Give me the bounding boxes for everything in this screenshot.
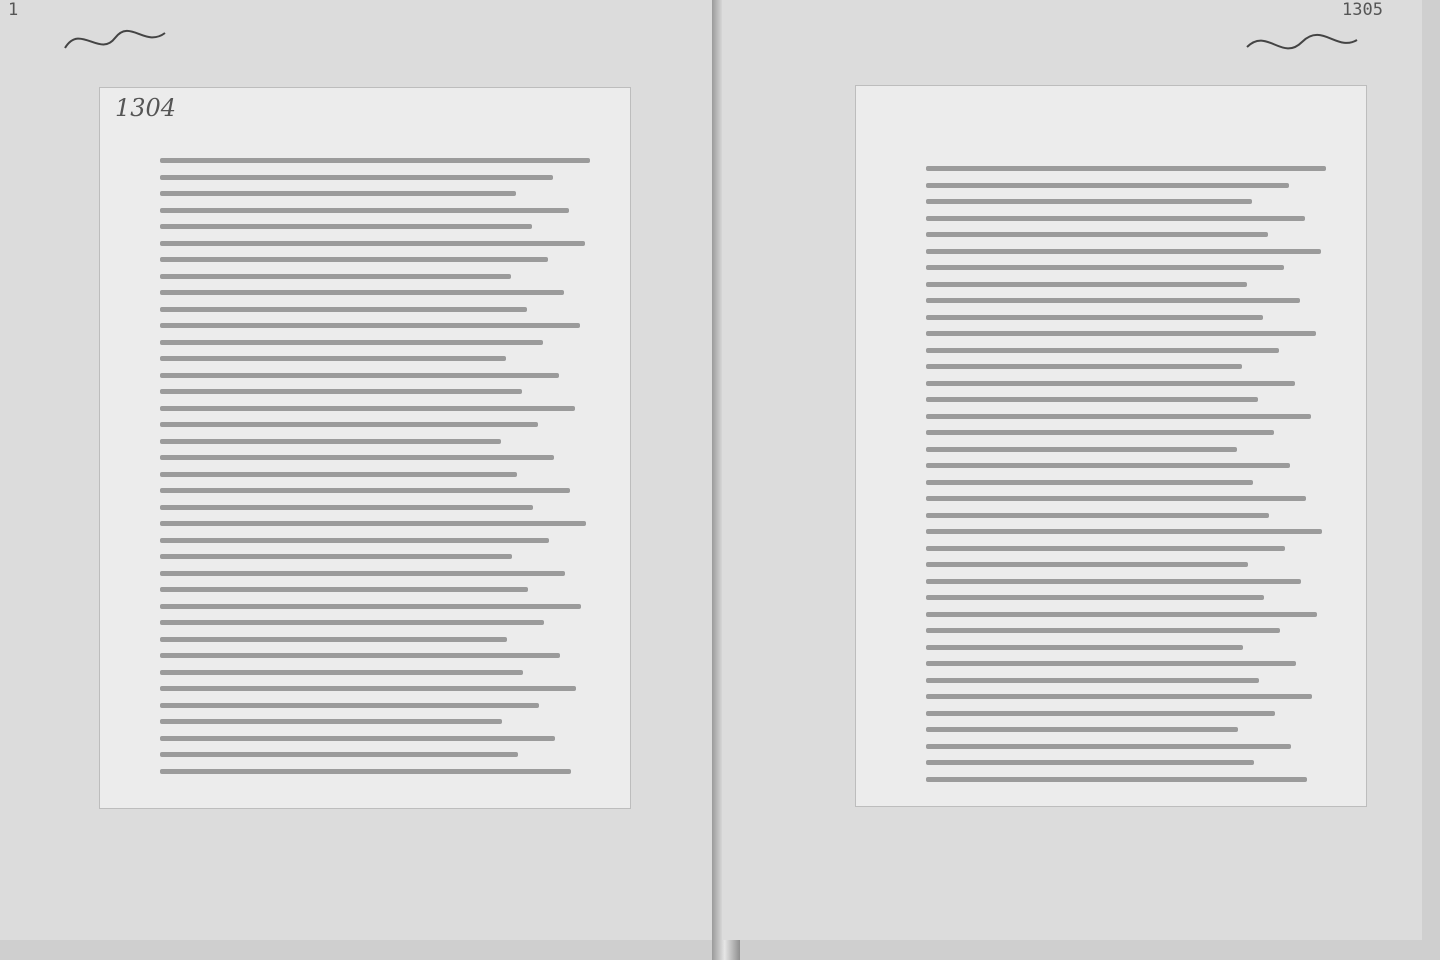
text-line-placeholder <box>926 430 1274 435</box>
text-line-placeholder <box>160 175 553 180</box>
text-line-placeholder <box>926 265 1284 270</box>
text-line-placeholder <box>160 191 516 196</box>
text-line-placeholder <box>926 727 1238 732</box>
text-line-placeholder <box>926 216 1305 221</box>
text-line-placeholder <box>926 364 1242 369</box>
text-line-placeholder <box>160 356 506 361</box>
text-line-placeholder <box>160 323 580 328</box>
text-line-placeholder <box>160 505 533 510</box>
text-line-placeholder <box>160 736 555 741</box>
text-line-placeholder <box>160 340 543 345</box>
text-line-placeholder <box>926 661 1296 666</box>
text-line-placeholder <box>926 628 1280 633</box>
text-line-placeholder <box>926 595 1264 600</box>
text-line-placeholder <box>160 455 554 460</box>
text-line-placeholder <box>160 571 565 576</box>
text-line-placeholder <box>926 199 1252 204</box>
text-line-placeholder <box>926 414 1311 419</box>
text-line-placeholder <box>160 406 575 411</box>
text-line-placeholder <box>160 703 539 708</box>
text-line-placeholder <box>160 241 585 246</box>
text-line-placeholder <box>160 670 523 675</box>
text-line-placeholder <box>160 604 581 609</box>
typed-sheet-right <box>856 86 1366 806</box>
text-line-placeholder <box>926 529 1322 534</box>
text-line-placeholder <box>160 224 532 229</box>
text-line-placeholder <box>160 653 560 658</box>
right-corner-number: 1305 <box>1342 0 1383 20</box>
left-page <box>0 0 722 940</box>
text-line-placeholder <box>926 480 1253 485</box>
text-line-placeholder <box>926 381 1295 386</box>
text-line-placeholder <box>160 554 512 559</box>
text-line-placeholder <box>926 546 1285 551</box>
text-line-placeholder <box>926 645 1243 650</box>
signature-left <box>60 18 170 68</box>
text-line-placeholder <box>926 777 1307 782</box>
handwritten-page-number: 1304 <box>115 94 177 122</box>
text-line-placeholder <box>160 439 501 444</box>
text-lines-left <box>100 88 630 808</box>
text-line-placeholder <box>160 620 544 625</box>
left-corner-number: 1 <box>8 0 19 20</box>
text-line-placeholder <box>160 422 538 427</box>
text-line-placeholder <box>160 752 518 757</box>
text-line-placeholder <box>926 315 1263 320</box>
text-line-placeholder <box>160 719 502 724</box>
text-line-placeholder <box>926 760 1254 765</box>
text-line-placeholder <box>160 472 517 477</box>
text-line-placeholder <box>160 290 564 295</box>
signature-right <box>1242 22 1362 72</box>
text-line-placeholder <box>160 389 522 394</box>
text-line-placeholder <box>926 694 1312 699</box>
text-line-placeholder <box>160 274 511 279</box>
right-page <box>722 0 1422 940</box>
text-line-placeholder <box>926 397 1258 402</box>
text-line-placeholder <box>926 348 1279 353</box>
text-line-placeholder <box>160 373 559 378</box>
text-line-placeholder <box>926 513 1269 518</box>
text-line-placeholder <box>160 637 507 642</box>
text-line-placeholder <box>926 496 1306 501</box>
text-line-placeholder <box>926 298 1300 303</box>
text-line-placeholder <box>160 521 586 526</box>
text-line-placeholder <box>926 612 1317 617</box>
text-line-placeholder <box>926 711 1275 716</box>
text-line-placeholder <box>926 249 1321 254</box>
text-line-placeholder <box>160 538 549 543</box>
text-line-placeholder <box>926 562 1248 567</box>
text-line-placeholder <box>926 232 1268 237</box>
typed-sheet-left <box>100 88 630 808</box>
text-line-placeholder <box>926 579 1301 584</box>
text-line-placeholder <box>160 208 569 213</box>
text-line-placeholder <box>926 166 1326 171</box>
text-line-placeholder <box>160 307 527 312</box>
text-line-placeholder <box>926 744 1291 749</box>
text-line-placeholder <box>160 257 548 262</box>
text-line-placeholder <box>926 183 1289 188</box>
text-line-placeholder <box>926 447 1237 452</box>
text-line-placeholder <box>926 282 1247 287</box>
text-line-placeholder <box>926 331 1316 336</box>
text-line-placeholder <box>160 686 576 691</box>
text-line-placeholder <box>926 678 1259 683</box>
text-line-placeholder <box>926 463 1290 468</box>
text-lines-right <box>856 86 1366 806</box>
text-line-placeholder <box>160 488 570 493</box>
text-line-placeholder <box>160 587 528 592</box>
text-line-placeholder <box>160 158 590 163</box>
text-line-placeholder <box>160 769 571 774</box>
